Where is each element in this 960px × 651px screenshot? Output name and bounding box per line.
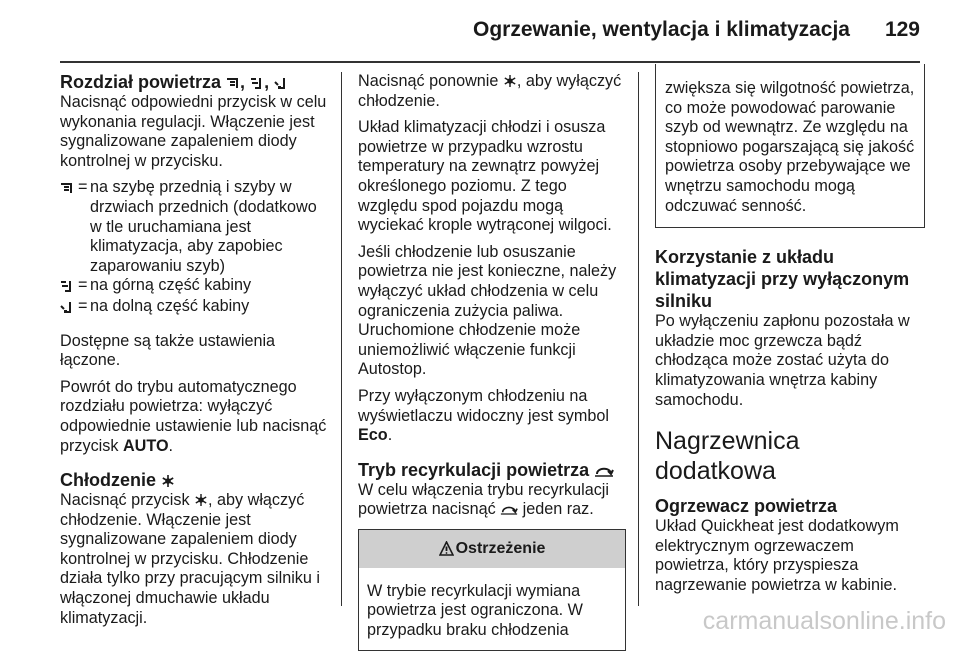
watermark: carmanualsonline.info (702, 607, 946, 635)
definition-text: na dolną część kabiny (90, 296, 250, 315)
equals-sign: = (78, 178, 88, 197)
air-distribution-intro: Nacisnąć odpowiedni przycisk w celu wykonania regulacji. Włączenie jest sygnalizowane zapaleniem diody kontrolnej w przycisku. (60, 93, 327, 170)
snowflake-icon (503, 74, 517, 88)
definition-row (60, 276, 332, 297)
snowflake-icon (161, 474, 175, 488)
definition-text: na szybę przednią i szyby w drzwiach przednich (dodatkowo w tle uruchamiana jest klimatyzacja, aby zapobiec zaparowaniu szyb) (90, 178, 317, 275)
windshield-vent-icon (226, 76, 240, 90)
column-divider (341, 72, 342, 606)
definition-row (60, 178, 332, 276)
windshield-vent-icon (60, 181, 74, 195)
section-heading-engine-off: Korzystanie z układu klimatyzacji przy wyłączonym silniku (655, 247, 910, 312)
air-heater-text: Układ Quickheat jest dodatkowym elektrycznym ogrzewaczem powietrza, który przyspiesza nagrzewanie powietrza w kabinie. (655, 517, 899, 594)
column-1 (60, 72, 332, 628)
floor-vent-icon (274, 76, 288, 90)
upper-vent-icon (250, 76, 264, 90)
warning-box (358, 529, 626, 651)
column-3 (655, 72, 925, 603)
engine-off-text: Po wyłączeniu zapłonu pozostała w układzie moc grzewcza bądź chłodząca może zostać użyta do klimatyzowania wnętrza kabiny samochodu. (655, 312, 910, 409)
cooling-disable-advice: Jeśli chłodzenie lub osuszanie powietrza nie jest konieczne, należy wyłączyć układ chłodzenia w celu ograniczenia zużycia paliwa. Uruchomione chłodzenie może uniemożliwić włączenie funkcji Autostop. (358, 242, 617, 379)
auto-button-label: AUTO (122, 436, 169, 455)
snowflake-icon (194, 493, 208, 507)
warning-continued-text: zwiększa się wilgotność powietrza, co może powodować parowanie szyb od wewnątrz. Ze względu na stopniowo pogarszającą się jakość powietrza osoby przebywające we wnętrzu samochodu mogą odczuwać senność. (665, 79, 915, 215)
section-heading-air-heater: Ogrzewacz powietrza (655, 496, 838, 517)
recirculation-text: W celu włączenia trybu recyrkulacji powietrza nacisnąć jeden raz. (358, 480, 609, 519)
cooling-off-text: Nacisnąć ponownie , aby wyłączyć chłodzenie. (358, 72, 622, 110)
equals-sign: = (78, 276, 88, 295)
definition-row (60, 297, 332, 318)
cooling-description: Układ klimatyzacji chłodzi i osusza powietrze w przypadku wzrostu temperatury na zewnątrz powyżej określonego poziomu. Z tego względu spod pojazdu mogą wyciekać krople wytrąconej wilgoci. (358, 118, 612, 235)
column-divider (638, 72, 639, 606)
upper-vent-icon (60, 279, 74, 293)
warning-text: W trybie recyrkulacji wymiana powietrza jest ograniczona. W przypadku braku chłodzenia (367, 581, 583, 640)
header-rule (60, 61, 920, 63)
page-header-title: Ogrzewanie, wentylacja i klimatyzacja (472, 18, 850, 41)
column-2 (358, 72, 626, 651)
eco-label: Eco (358, 426, 388, 445)
combined-settings-text: Dostępne są także ustawienia łączone. (60, 331, 276, 370)
section-heading-recirculation: Tryb recyrkulacji powietrza (358, 460, 626, 481)
warning-box-continued (655, 64, 925, 228)
auto-return-text: Powrót do trybu automatycznego rozdziału powietrza: wyłączyć odpowiednie ustawienie lub nacisnąć przycisk AUTO. (60, 377, 327, 455)
recirculation-icon (500, 503, 518, 516)
section-heading-auxiliary-heater: Nagrzewnica dodatkowa (655, 427, 800, 486)
warning-header: Ostrzeżenie (359, 530, 625, 568)
page-number: 129 (884, 18, 920, 41)
floor-vent-icon (60, 300, 74, 314)
eco-symbol-text: Przy wyłączonym chłodzeniu na wyświetlaczu widoczny jest symbol Eco. (358, 386, 609, 445)
definition-text: na górną część kabiny (90, 276, 252, 295)
section-heading-air-distribution: Rozdział powietrza , , (60, 72, 332, 93)
equals-sign: = (78, 296, 88, 315)
recirculation-icon (594, 464, 614, 478)
warning-triangle-icon (439, 541, 454, 556)
section-heading-cooling: Chłodzenie (60, 470, 332, 491)
cooling-text: Nacisnąć przycisk , aby włączyć chłodzenie. Włączenie jest sygnalizowane zapaleniem diody kontrolnej w przycisku. Chłodzenie działa tylko przy pracującym silniku i włączonej dmuchawie układu klimatyzacji. (60, 491, 320, 627)
